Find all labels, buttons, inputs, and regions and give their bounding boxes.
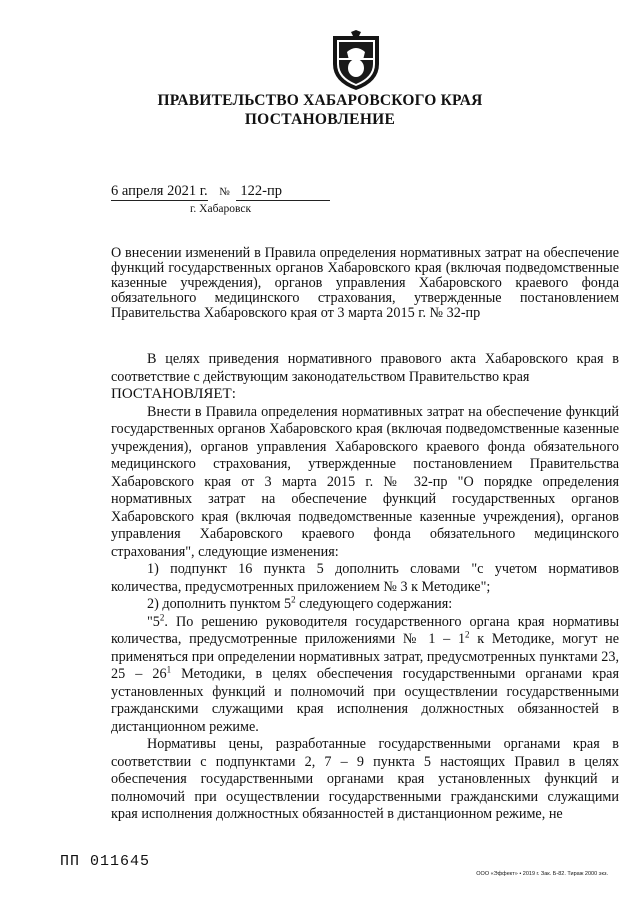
date-number-line: [111, 183, 330, 201]
paragraph-price-norms: Нормативы цены, разработанные государственными органами края в соответствии с подпунктами 2, 7 – 9 пункта 5 настоящих Правил в целях обеспечения государственными органами края установленных функций и полномочий при осуществлении государственными гражданскими служащими края исполнения должностных обязанностей в дистанционном режиме, не: [111, 736, 619, 822]
resolves-heading: ПОСТАНОВЛЯЕТ:: [111, 386, 236, 402]
point-text-d: Методики, в целях обеспечения государственными органами края установленных функций и полномочий при осуществлении государственными гражданскими служащими края исполнения должностных обязанностей в дистанционном режиме.: [111, 666, 619, 735]
point-sup-2: 2: [465, 629, 470, 640]
point-sup-3: 1: [166, 664, 172, 675]
decree-number: 122-пр: [236, 183, 330, 201]
paragraph-preamble: В целях приведения нормативного правового акта Хабаровского края в соответствие с действующим законодательством Правительство края: [111, 351, 619, 385]
decree-date: 6 апреля 2021 г.: [111, 183, 208, 199]
point-text-c: к Методике, могут не применяться при определении нормативных затрат, предусмотренных пунктами 23, 25 – 26: [111, 631, 619, 682]
paragraph-item-1: 1) подпункт 16 пункта 5 дополнить словами "с учетом нормативов количества, предусмотренных приложением № 3 к Методике";: [111, 561, 619, 595]
city-name: г. Хабаровск: [190, 203, 252, 215]
decree-title: ПОСТАНОВЛЕНИЕ: [244, 111, 396, 128]
item-2-sup: 2: [291, 594, 296, 605]
paragraph-amend: Внести в Правила определения нормативных затрат на обеспечение функций государственных органов Хабаровского края (включая подведомственные казенные учреждения), органов управления Хабаровского краевого фонда обязательного медицинского страхования, утвержденные постановлением Правительства Хабаровского края от 3 марта 2015 г. № 32-пр "О порядке определения нормативных затрат на обеспечение функций государственных органов Хабаровского края (включая подведомственные казенные учреждения), органов управления Хабаровского краевого фонда обязательного медицинского страхования", следующие изменения:: [111, 403, 619, 560]
decree-body: [111, 351, 619, 824]
paragraph-item-2: [111, 596, 619, 614]
printer-imprint: ООО «Эффект» • 2019 г. Зак. Б-82. Тираж 2000 экз.: [476, 871, 608, 877]
point-text-a: "5: [147, 613, 160, 630]
government-title: ПРАВИТЕЛЬСТВО ХАБАРОВСКОГО КРАЯ: [157, 92, 483, 109]
item-2-text: 2) дополнить пунктом 5: [147, 596, 292, 612]
coat-of-arms-icon: [329, 30, 383, 92]
paragraph-point-5-2: [111, 611, 619, 737]
decree-subject: О внесении изменений в Правила определения нормативных затрат на обеспечение функций государственных органов Хабаровского края (включая подведомственные казенные учреждения), органов управления Хабаровского краевого фонда обязательного медицинского страхования, утвержденные постановлением Правительства Хабаровского края от 3 марта 2015 г. № 32-пр: [111, 245, 619, 321]
point-sup-1: 2: [159, 611, 165, 622]
item-2-text-end: следующего содержания:: [295, 596, 453, 612]
point-text-b: . По решению руководителя государственного органа края нормативы количества, предусмотренные приложениями № 1 – 1: [111, 613, 619, 647]
form-serial-number: ПП 011645: [60, 853, 151, 870]
number-sign: №: [219, 186, 230, 198]
